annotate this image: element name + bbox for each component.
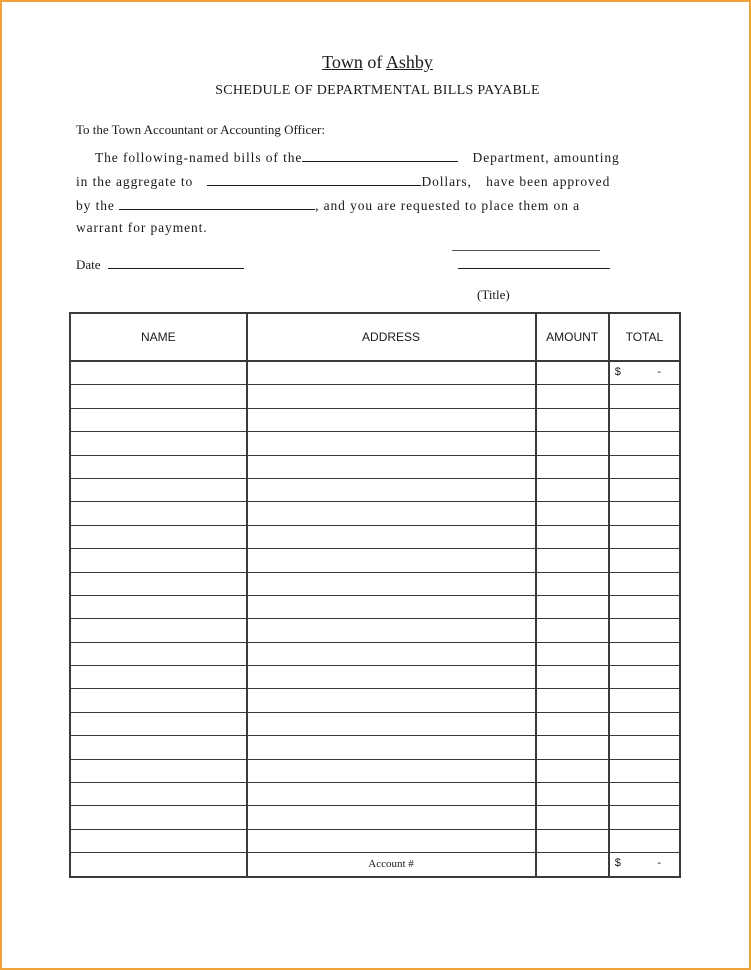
name-cell[interactable] — [70, 666, 247, 689]
line1-start: The following-named bills of the — [95, 150, 303, 165]
line2-mid: Dollars, — [421, 174, 472, 189]
total-cell[interactable] — [609, 736, 680, 759]
amount-cell[interactable] — [536, 712, 609, 735]
table-row — [70, 783, 680, 806]
table-row — [70, 712, 680, 735]
address-cell[interactable] — [247, 385, 536, 408]
account-number-cell: Account # — [247, 853, 536, 877]
table-row — [70, 806, 680, 829]
table-row — [70, 478, 680, 501]
total-cell[interactable] — [609, 455, 680, 478]
table-footer-row — [70, 853, 680, 877]
header-amount: AMOUNT — [536, 313, 609, 361]
total-cell[interactable] — [609, 525, 680, 548]
table-header-row — [70, 313, 680, 361]
date-label: Date — [76, 257, 101, 272]
amount-cell[interactable] — [536, 666, 609, 689]
line2-start: in the aggregate to — [76, 174, 194, 189]
grand-total-currency: $ — [614, 857, 621, 870]
address-cell[interactable] — [247, 619, 536, 642]
name-cell[interactable] — [70, 572, 247, 595]
total-value: - — [657, 366, 661, 378]
title-caption: (Title) — [477, 287, 510, 302]
name-cell[interactable] — [70, 759, 247, 782]
amount-cell[interactable] — [536, 502, 609, 525]
total-cell[interactable] — [609, 829, 680, 852]
date-blank[interactable] — [108, 255, 244, 269]
table-row — [70, 595, 680, 618]
date-row — [76, 255, 244, 273]
address-cell[interactable] — [247, 712, 536, 735]
address-cell[interactable] — [247, 408, 536, 431]
total-cell[interactable] — [609, 666, 680, 689]
name-cell[interactable] — [70, 502, 247, 525]
amount-cell[interactable] — [536, 619, 609, 642]
name-cell[interactable] — [70, 385, 247, 408]
name-cell[interactable] — [70, 595, 247, 618]
line1-end: Department, amounting — [472, 150, 620, 165]
body-line-1 — [95, 148, 620, 166]
amount-cell[interactable] — [536, 572, 609, 595]
total-cell[interactable] — [609, 361, 680, 385]
table-row — [70, 385, 680, 408]
address-cell[interactable] — [247, 689, 536, 712]
table-row — [70, 361, 680, 385]
amount-cell[interactable] — [536, 689, 609, 712]
title-town-word: Town — [322, 52, 363, 72]
amount-cell[interactable] — [536, 595, 609, 618]
table-row — [70, 502, 680, 525]
total-cell[interactable] — [609, 595, 680, 618]
header-address: ADDRESS — [247, 313, 536, 361]
address-cell[interactable] — [247, 455, 536, 478]
addressee-line: To the Town Accountant or Accounting Officer: — [76, 122, 325, 137]
body-line-2 — [76, 172, 610, 190]
footer-amount-cell[interactable] — [536, 853, 609, 877]
amount-cell[interactable] — [536, 783, 609, 806]
table-row — [70, 549, 680, 572]
name-cell[interactable] — [70, 712, 247, 735]
address-cell[interactable] — [247, 829, 536, 852]
title-line[interactable] — [458, 268, 610, 269]
name-cell[interactable] — [70, 455, 247, 478]
footer-name-cell[interactable] — [70, 853, 247, 877]
line2-end: have been approved — [486, 174, 611, 189]
approver-blank[interactable] — [119, 196, 315, 210]
signature-line[interactable] — [452, 250, 600, 251]
table-body — [70, 361, 680, 877]
title-town-name: Ashby — [385, 52, 433, 72]
table-row — [70, 408, 680, 431]
address-cell[interactable] — [247, 595, 536, 618]
table-row — [70, 736, 680, 759]
address-cell[interactable] — [247, 432, 536, 455]
name-cell[interactable] — [70, 689, 247, 712]
address-cell[interactable] — [247, 525, 536, 548]
address-cell[interactable] — [247, 666, 536, 689]
total-cell[interactable] — [609, 549, 680, 572]
amount-cell[interactable] — [536, 408, 609, 431]
amount-cell[interactable] — [536, 525, 609, 548]
line3-end: , and you are requested to place them on a — [315, 198, 581, 213]
name-cell[interactable] — [70, 478, 247, 501]
table-row — [70, 432, 680, 455]
total-cell[interactable] — [609, 478, 680, 501]
total-currency: $ — [614, 366, 621, 378]
name-cell[interactable] — [70, 408, 247, 431]
table-row — [70, 642, 680, 665]
name-cell[interactable] — [70, 806, 247, 829]
address-cell[interactable] — [247, 502, 536, 525]
title-of-word: of — [367, 52, 383, 72]
body-line-4: warrant for payment. — [76, 220, 208, 235]
name-cell[interactable] — [70, 549, 247, 572]
header-name: NAME — [70, 313, 247, 361]
grand-total-value: - — [657, 857, 661, 870]
grand-total-cell[interactable] — [609, 853, 680, 877]
address-cell[interactable] — [247, 806, 536, 829]
address-cell[interactable] — [247, 572, 536, 595]
name-cell[interactable] — [70, 783, 247, 806]
address-cell[interactable] — [247, 478, 536, 501]
table-row — [70, 829, 680, 852]
total-cell[interactable] — [609, 783, 680, 806]
total-cell[interactable] — [609, 408, 680, 431]
total-cell[interactable] — [609, 619, 680, 642]
address-cell[interactable] — [247, 736, 536, 759]
header-total: TOTAL — [609, 313, 680, 361]
amount-cell[interactable] — [536, 759, 609, 782]
address-cell[interactable] — [247, 759, 536, 782]
total-cell[interactable] — [609, 806, 680, 829]
table-row — [70, 525, 680, 548]
name-cell[interactable] — [70, 619, 247, 642]
table-row — [70, 666, 680, 689]
line3-start: by the — [76, 198, 115, 213]
name-cell[interactable] — [70, 642, 247, 665]
total-cell[interactable] — [609, 759, 680, 782]
amount-cell[interactable] — [536, 642, 609, 665]
bills-table — [69, 312, 681, 878]
amount-cell[interactable] — [536, 549, 609, 572]
amount-cell[interactable] — [536, 478, 609, 501]
total-cell[interactable] — [609, 572, 680, 595]
body-line-3 — [76, 196, 580, 214]
amount-cell[interactable] — [536, 455, 609, 478]
amount-cell[interactable] — [536, 829, 609, 852]
total-cell[interactable] — [609, 689, 680, 712]
address-cell[interactable] — [247, 549, 536, 572]
amount-cell[interactable] — [536, 385, 609, 408]
department-blank[interactable] — [302, 148, 458, 162]
address-cell[interactable] — [247, 642, 536, 665]
table-row — [70, 619, 680, 642]
total-cell[interactable] — [609, 712, 680, 735]
name-cell[interactable] — [70, 736, 247, 759]
address-cell[interactable] — [247, 361, 536, 385]
name-cell[interactable] — [70, 361, 247, 385]
aggregate-amount-blank[interactable] — [207, 172, 421, 186]
total-cell[interactable] — [609, 432, 680, 455]
amount-cell[interactable] — [536, 736, 609, 759]
table-row — [70, 455, 680, 478]
name-cell[interactable] — [70, 525, 247, 548]
address-cell[interactable] — [247, 783, 536, 806]
form-title — [2, 52, 751, 73]
name-cell[interactable] — [70, 432, 247, 455]
form-subtitle: SCHEDULE OF DEPARTMENTAL BILLS PAYABLE — [215, 83, 540, 98]
table-row — [70, 689, 680, 712]
total-cell[interactable] — [609, 642, 680, 665]
table-row — [70, 572, 680, 595]
amount-cell[interactable] — [536, 432, 609, 455]
total-cell[interactable] — [609, 502, 680, 525]
amount-cell[interactable] — [536, 806, 609, 829]
table-row — [70, 759, 680, 782]
amount-cell[interactable] — [536, 361, 609, 385]
total-cell[interactable] — [609, 385, 680, 408]
name-cell[interactable] — [70, 829, 247, 852]
